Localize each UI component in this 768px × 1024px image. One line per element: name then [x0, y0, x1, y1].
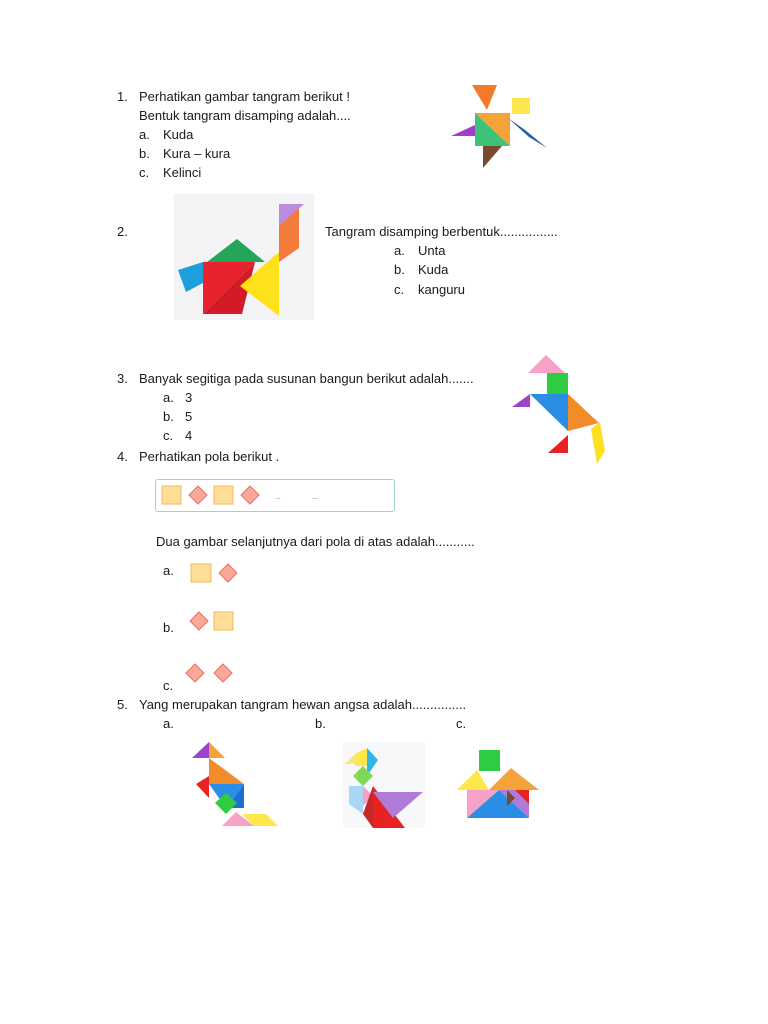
q2-option-b-text: Kuda: [418, 262, 449, 277]
q1-tangram-turtle-figure: [445, 82, 555, 172]
q3-option-c-text: 4: [185, 428, 193, 443]
q5-option-b-tangram-figure: [343, 742, 425, 828]
q2-option-a-letter: a.: [394, 243, 405, 258]
q2-number: 2.: [117, 224, 128, 239]
q1-option-a-text: Kuda: [163, 127, 194, 142]
q4-prompt: Perhatikan pola berikut .: [139, 449, 280, 464]
q2-option-c-letter: c.: [394, 282, 405, 297]
q1-option-c-letter: c.: [139, 165, 150, 180]
q5-option-c-letter: c.: [456, 716, 467, 731]
q4-pattern-ellipsis-2: ...: [312, 494, 318, 501]
q2-question: Tangram disamping berbentuk................: [325, 224, 558, 239]
q4-option-b-figure: [187, 610, 237, 632]
q1-number: 1.: [117, 89, 128, 104]
q4-option-c-figure: [183, 662, 237, 684]
q5-option-a-tangram-figure: [190, 740, 282, 830]
q3-option-a-text: 3: [185, 390, 193, 405]
q4-option-a-letter: a.: [163, 563, 174, 578]
q1-option-b-letter: b.: [139, 146, 150, 161]
q3-number: 3.: [117, 371, 128, 386]
q1-option-c-text: Kelinci: [163, 165, 202, 180]
q5-option-b-letter: b.: [315, 716, 326, 731]
q4-number: 4.: [117, 449, 128, 464]
q2-option-c-text: kanguru: [418, 282, 465, 297]
q2-tangram-camel-figure: [174, 194, 314, 320]
q1-question: Bentuk tangram disamping adalah....: [139, 108, 351, 123]
q5-question: Yang merupakan tangram hewan angsa adalah...............: [139, 697, 467, 712]
q4-option-a-figure: [189, 562, 243, 584]
pattern-square-2: [214, 486, 233, 504]
q4-option-c-letter: c.: [163, 678, 174, 693]
pattern-square-1: [162, 486, 181, 504]
q3-option-a-letter: a.: [163, 390, 174, 405]
q3-option-b-text: 5: [185, 409, 193, 424]
q5-number: 5.: [117, 697, 128, 712]
pattern-diamond-2: [241, 486, 259, 504]
q4-option-b-letter: b.: [163, 620, 174, 635]
q3-tangram-bird-figure: [510, 353, 610, 465]
q3-question: Banyak segitiga pada susunan bangun berikut adalah.......: [139, 371, 474, 386]
q3-option-b-letter: b.: [163, 409, 174, 424]
q4-question: Dua gambar selanjutnya dari pola di atas adalah...........: [156, 534, 475, 549]
q2-option-a-text: Unta: [418, 243, 446, 258]
q1-option-b-text: Kura – kura: [163, 146, 231, 161]
pattern-diamond-1: [189, 486, 207, 504]
q4-pattern-ellipsis-1: ...: [275, 494, 281, 501]
q5-option-a-letter: a.: [163, 716, 174, 731]
q2-option-b-letter: b.: [394, 262, 405, 277]
q1-option-a-letter: a.: [139, 127, 150, 142]
q5-option-c-tangram-figure: [455, 748, 543, 822]
q3-option-c-letter: c.: [163, 428, 174, 443]
q1-prompt: Perhatikan gambar tangram berikut !: [139, 89, 350, 104]
